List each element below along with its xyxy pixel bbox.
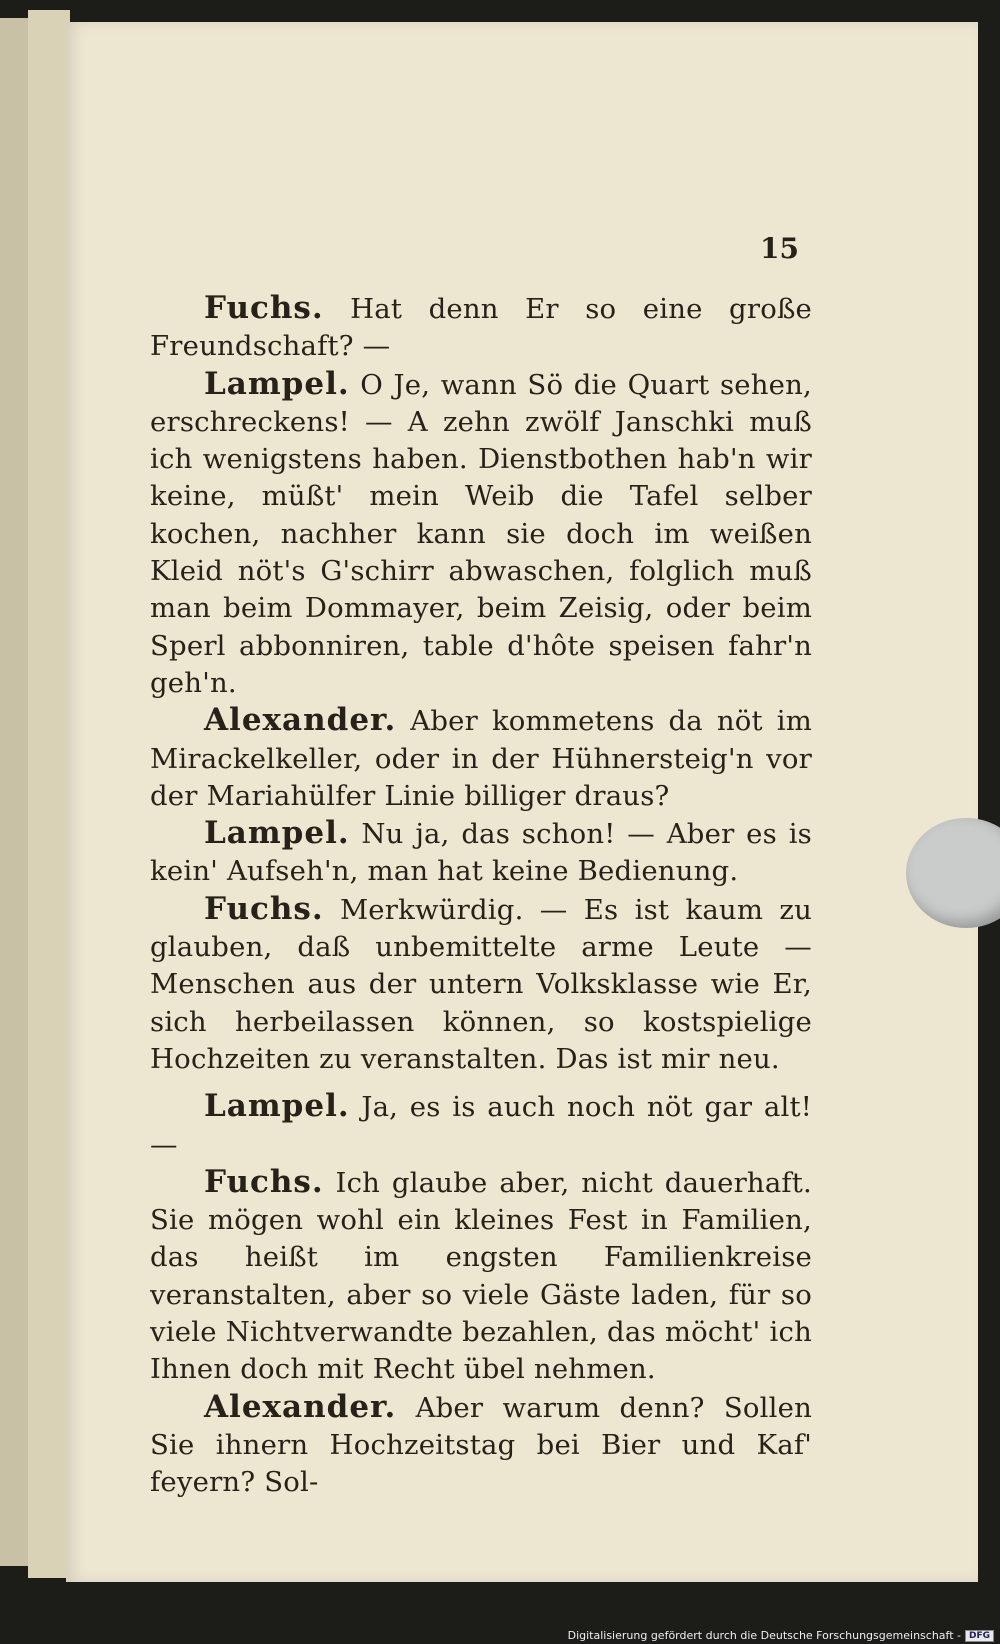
- speaker-name: Lampel.: [204, 815, 350, 852]
- footer: [568, 1629, 994, 1642]
- dialogue-text: Aber kommetens da nöt im Mirackelkeller, oder in der Hühnersteig'n vor der Mariahülfer Linie billiger draus?: [150, 705, 812, 812]
- dialogue-text: Hat denn Er so eine große Freundschaft? —: [150, 293, 812, 363]
- paragraph-gap: [150, 1078, 812, 1088]
- dialogue-paragraph: [150, 290, 812, 366]
- dialogue-paragraph: [150, 891, 812, 1078]
- speaker-name: Fuchs.: [204, 1163, 324, 1200]
- footer-credit: Digitalisierung gefördert durch die Deutsche Forschungsgemeinschaft -: [567, 1629, 961, 1642]
- speaker-name: Fuchs.: [204, 290, 324, 326]
- dialogue-text: O Je, wann Sö die Quart sehen, erschreckens! — A zehn zwölf Janschki muß ich wenigstens haben. Dienstbothen hab'n wir keine, müßt' mein Weib die Tafel selber kochen, nachher kann sie doch im weißen Kleid nöt's G'schirr abwaschen, folglich muß man beim Dommayer, beim Zeisig, oder beim Sperl abbonniren, table d'hôte speisen fahr'n geh'n.: [150, 368, 812, 699]
- speaker-name: Lampel.: [204, 1088, 350, 1125]
- speaker-name: Alexander.: [204, 702, 397, 739]
- dialogue-paragraph: [150, 702, 812, 815]
- speaker-name: Lampel.: [204, 365, 350, 402]
- dialogue-text: Ich glaube aber, nicht dauerhaft. Sie mögen wohl ein kleines Fest in Familien, das heißt im engsten Familienkreise veranstalten, aber so viele Gäste laden, für so viele Nichtverwandte bezahlen, das möcht' ich Ihnen doch mit Recht übel nehmen.: [150, 1166, 812, 1386]
- dialogue-text: Merkwürdig. — Es ist kaum zu glauben, daß unbemittelte arme Leute — Menschen aus der untern Volksklasse wie Er, sich herbeilassen können, so kostspielige Hochzeiten zu veranstalten. Das ist mir neu.: [150, 893, 812, 1075]
- speaker-name: Alexander.: [204, 1388, 397, 1425]
- page-number: 15: [760, 232, 799, 265]
- dfg-logo: DFG: [965, 1630, 994, 1642]
- page-gutter: [28, 10, 70, 1578]
- dialogue-paragraph: [150, 1088, 812, 1164]
- dialogue-text: Nu ja, das schon! — Aber es is kein' Aufseh'n, man hat keine Bedienung.: [150, 818, 812, 888]
- dialogue-paragraph: [150, 1164, 812, 1389]
- dialogue-paragraph: [150, 1389, 812, 1502]
- page-text: [150, 290, 812, 1502]
- book-left-edge: [0, 18, 28, 1566]
- dialogue-paragraph: [150, 366, 812, 703]
- dialogue-text: Ja, es is auch noch nöt gar alt! —: [150, 1091, 812, 1161]
- speaker-name: Fuchs.: [204, 890, 324, 927]
- dialogue-text: Aber warum denn? Sollen Sie ihnern Hochzeitstag bei Bier und Kaf' feyern? Sol-: [150, 1391, 812, 1499]
- dialogue-paragraph: [150, 815, 812, 891]
